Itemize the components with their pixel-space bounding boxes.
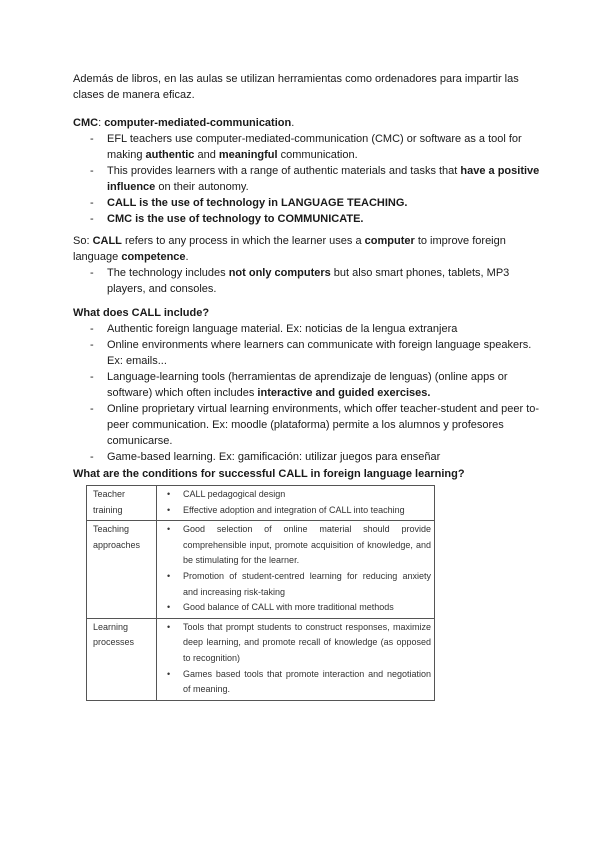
cmc-period: . [291,117,295,129]
text-run: So: [73,235,93,247]
row-items [157,486,435,521]
list-item [73,211,543,227]
intro-line-1: Además de libros, en las aulas se utilizan herramientas como ordenadores para impartir las [73,73,519,85]
table-row [87,486,435,521]
table-bullet-item: • Games based tools that promote interaction and negotiation of meaning. [163,667,431,698]
row-label: Teacher training [87,486,157,521]
bold-text: authentic [145,149,195,161]
list-item [73,369,543,401]
list-item: - Game-based learning. Ex: gamificación: utilizar juegos para enseñar [73,449,543,465]
section-heading [73,466,553,482]
list-item [73,265,543,297]
row-items [157,618,435,700]
bold-text: have a positive influence [107,165,540,193]
text-run: refers to any process in which the learner uses a [121,235,365,247]
row-items [157,521,435,619]
text-run: communication. [277,149,358,161]
text-run: Language-learning tools (herramientas de aprendizaje de lenguas) (online apps or software) which often includes [107,371,508,399]
list-item [73,163,543,195]
text-run: to improve foreign language [73,235,506,263]
bold-text: CALL [92,235,122,247]
row-label: Teaching approaches [87,521,157,619]
call-definition-section [73,233,543,297]
text-run: but also smart phones, tablets, MP3 players, and consoles. [107,267,510,295]
bold-text: interactive and guided exercises. [257,387,431,399]
list-item [73,195,543,211]
bold-text: CALL is the use of technology in LANGUAGE TEACHING. [107,197,408,209]
cmc-definition-line [73,115,543,131]
heading-text: What does CALL include? [73,307,210,319]
list-item [73,131,543,163]
table-bullet-item: • CALL pedagogical design [163,487,431,503]
cmc-section [73,115,543,227]
list-item: - Online environments where learners can communicate with foreign language speakers. Ex: emails... [73,337,543,369]
list-item: - Authentic foreign language material. Ex: noticias de la lengua extranjera [73,321,543,337]
cmc-term: CMC [73,117,99,129]
bold-text: computer [364,235,415,247]
call-definition-list [73,265,543,297]
call-include-section [73,305,543,465]
cmc-list [73,131,543,227]
table-row [87,521,435,619]
text-run: . [185,251,189,263]
cmc-definition: computer-mediated-communication [104,117,292,129]
text-run: and [194,149,219,161]
conditions-table [86,485,435,701]
heading-text: What are the conditions for successful CALL in foreign language learning? [73,468,465,480]
conditions-heading-block [73,466,553,482]
bold-text: CMC is the use of technology to COMMUNICATE. [107,213,364,225]
intro-line-2: clases de manera eficaz. [73,89,195,101]
bold-text: not only computers [228,267,331,279]
section-heading [73,305,543,321]
list-item: - Online proprietary virtual learning environments, which offer teacher-student and peer to-peer communication. Ex: moodle (plataforma) permite a los alumnos y profesores comunicarse. [73,401,543,449]
table-row [87,618,435,700]
text-run: on their autonomy. [155,181,249,193]
table-bullet-item: • Promotion of student-centred learning for reducing anxiety and increasing risk-taking [163,569,431,600]
text-run: The technology includes [107,267,229,279]
table-bullet-item: • Tools that prompt students to construct responses, maximize deep learning, and promote recall of knowledge (as opposed to recognition) [163,620,431,667]
bold-text: competence [121,251,186,263]
row-label: Learning processes [87,618,157,700]
bold-text: meaningful [218,149,278,161]
text-run: EFL teachers use computer-mediated-communication (CMC) or software as a tool for making [107,133,522,161]
cmc-separator: : [98,117,105,129]
table-bullet-item: • Effective adoption and integration of CALL into teaching [163,503,431,519]
call-include-list [73,321,543,465]
intro-paragraph [73,71,543,103]
table-bullet-item: • Good balance of CALL with more traditional methods [163,600,431,616]
text-run: This provides learners with a range of authentic materials and tasks that [107,165,461,177]
table-bullet-item: • Good selection of online material should provide comprehensible input, promote acquisition of knowledge, and be stimulating for the learner. [163,522,431,569]
call-definition-paragraph [73,233,543,265]
